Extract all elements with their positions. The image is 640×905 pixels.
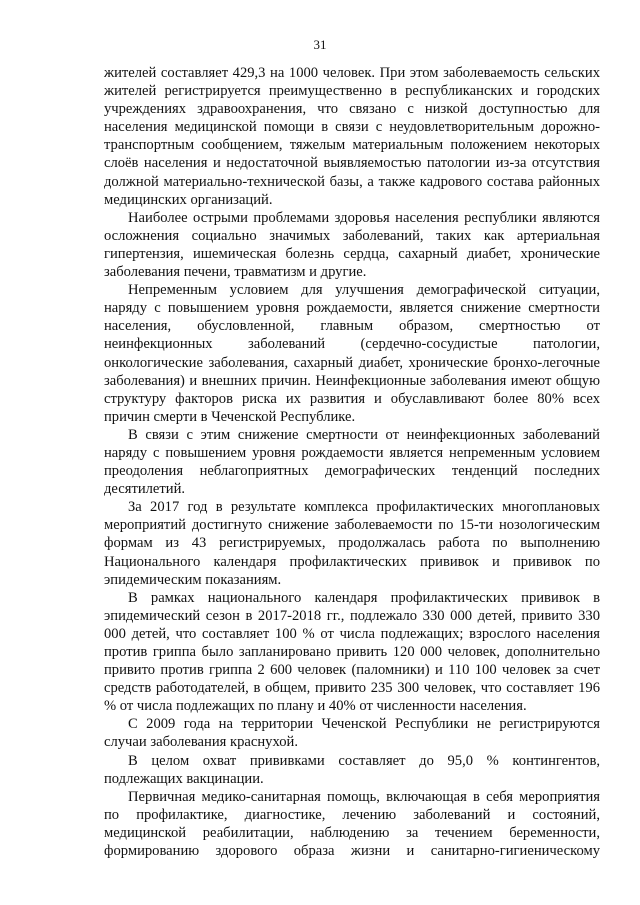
text-line: жителей регистрируется преимущественно в республиканских и городских [104,83,600,100]
text-line: средств работодателей, в общем, привито 235 300 человек, что составляет 196 [104,680,600,697]
paragraph [104,788,600,860]
text-line: медицинских организаций. [104,191,273,208]
text-line: формированию здорового образа жизни и санитарно-гигиеническому [104,843,600,860]
text-line: мероприятий достигнуто снижение заболеваемости по 15-ти нозологическим [104,517,600,534]
text-line: За 2017 год в результате комплекса профилактических многоплановых [128,499,600,516]
text-line: населения медицинской помощи в связи с неудовлетворительным дорожно- [104,119,600,136]
text-line: В целом охват прививками составляет до 95,0 % контингентов, [128,752,600,769]
paragraph [104,752,600,788]
text-line: жителей составляет 429,3 на 1000 человек. При этом заболеваемость сельских [104,65,600,81]
text-line: 000 детей, что составляет 100 % от числа подлежащих; взрослого населения [104,625,600,642]
text-line: наряду с повышением уровня рождаемости является непременным условием [104,444,600,461]
text-line: против гриппа было запланировано привить 120 000 человек, дополнительно [104,644,600,660]
text-line: наряду с повышением уровня рождаемости, является снижение смертности [104,300,600,317]
text-line: неинфекционных заболеваний (сердечно-сосудистые патологии, [104,336,600,353]
text-line: преодоления неблагоприятных демографических тенденций последних [104,463,600,480]
text-line: Первичная медико-санитарная помощь, включающая в себя мероприятия [128,788,600,805]
body-text [104,64,600,860]
text-line: привито против гриппа 2 600 человек (паломники) и 110 100 человек за счет [104,662,600,679]
text-line: Национального календаря профилактических прививок и прививок по [104,553,600,570]
text-line: онкологические заболевания, сахарный диабет, хронические бронхо-легочные [104,354,600,371]
text-line: учреждениях здравоохранения, что связано с низкой доступностью для [104,101,600,118]
text-line: эпидемический сезон в 2017-2018 гг., подлежало 330 000 детей, привито 330 [104,607,600,624]
text-line: по профилактике, диагностике, лечению заболеваний и состояний, [104,806,600,823]
text-line: медицинской реабилитации, наблюдению за течением беременности, [104,824,600,841]
paragraph [104,426,600,498]
text-line: заболевания) и внешних причин. Неинфекционные заболевания имеют общую [104,372,600,389]
paragraph [104,209,600,281]
paragraph [104,64,600,209]
paragraph [104,281,600,426]
text-line: заболевания печени, травматизм и другие. [104,264,367,281]
text-line: десятилетий. [104,481,186,498]
text-line: В рамках национального календаря профилактических прививок в [128,589,600,606]
text-line: Непременным условием для улучшения демографической ситуации, [128,282,600,299]
text-line: структуру факторов риска их развития и обуславливают более 80% всех [104,390,600,407]
paragraph [104,589,600,716]
text-line: В связи с этим снижение смертности от неинфекционных заболеваний [128,426,600,443]
text-line: % от числа подлежащих по плану и 40% от численности населения. [104,698,527,715]
text-line: причин смерти в Чеченской Республике. [104,408,356,425]
text-line: подлежащих вакцинации. [104,770,264,787]
text-line: эпидемическим показаниям. [104,571,282,588]
text-line: Наиболее острыми проблемами здоровья населения республики являются [128,209,600,226]
text-line: населения, обусловленной, главным образом, смертностью от [104,318,600,335]
text-line: осложнения социально значимых заболеваний, таких как артериальная [104,227,600,244]
paragraph [104,498,600,588]
text-line: слоёв населения и недостаточной выявляемостью патологии из-за отсутствия [104,155,600,172]
page-number: 31 [313,37,327,52]
paragraph [104,715,600,751]
text-line: транспортным сообщением, тяжелым материальным положением некоторых [104,137,600,154]
text-line: должной материально-технической базы, а также кадрового состава районных [104,173,600,190]
text-line: гипертензия, ишемическая болезнь сердца, сахарный диабет, хронические [104,245,600,262]
text-line: С 2009 года на территории Чеченской Республики не регистрируются [128,716,600,733]
text-line: случаи заболевания краснухой. [104,734,298,751]
text-line: формам из 43 регистрируемых, продолжалась работа по выполнению [104,535,600,552]
